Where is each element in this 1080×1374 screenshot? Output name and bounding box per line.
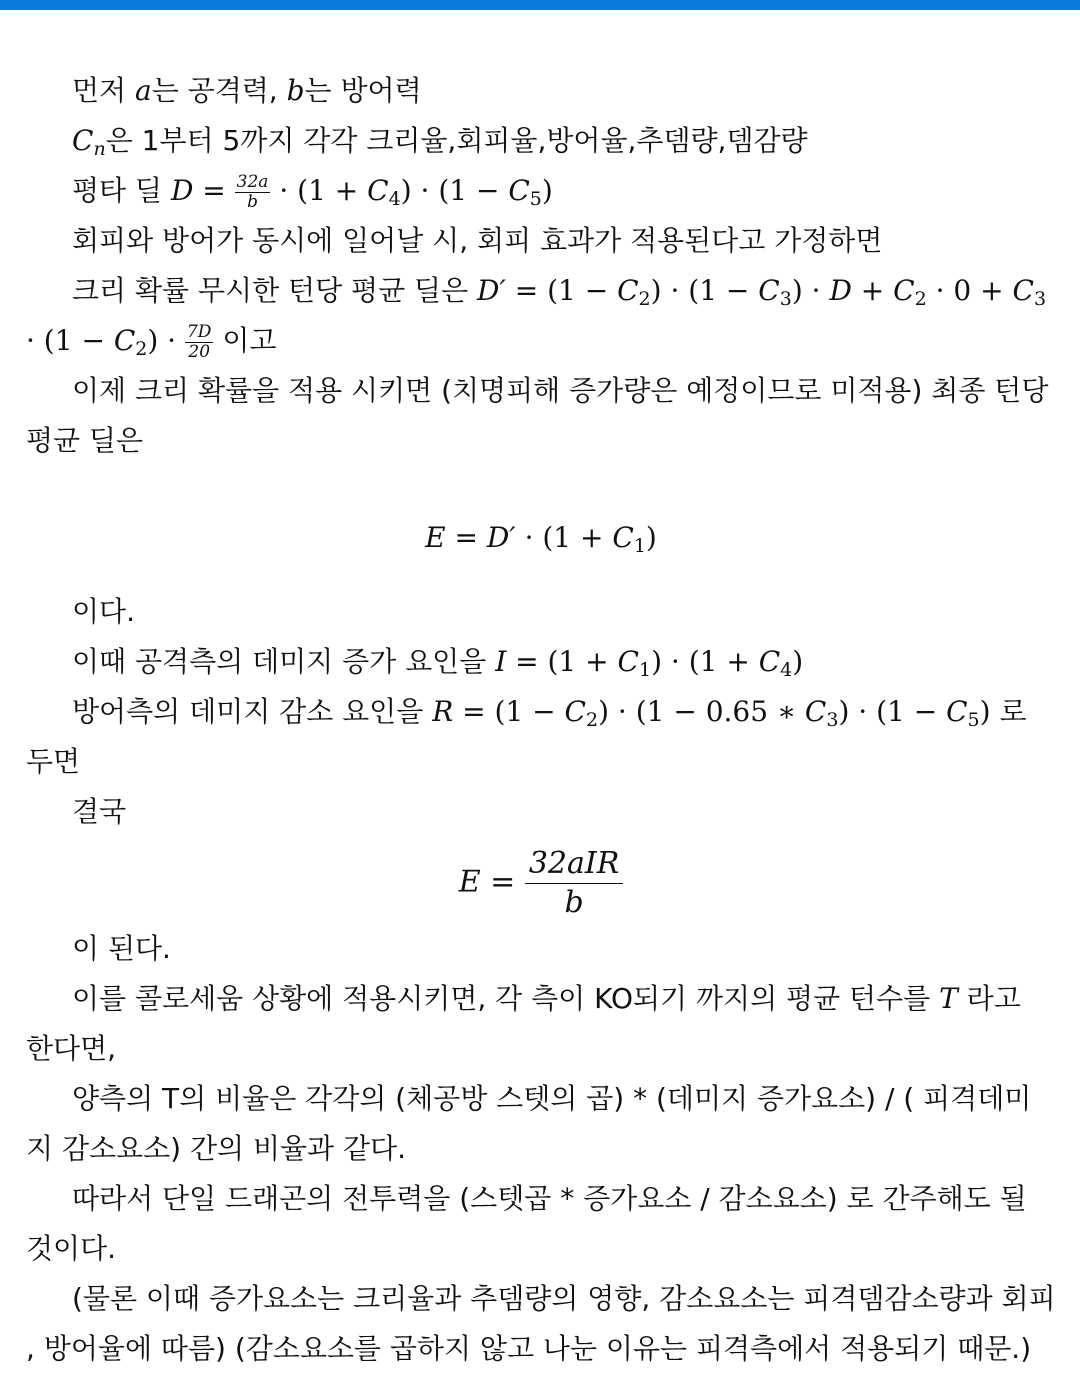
line-colosseum: 이를 콜로세움 상황에 적용시키면, 각 측이 KO되기 까지의 평균 턴수를 T 라고 한다면, — [26, 982, 1021, 1065]
line-combat-power: 따라서 단일 드래곤의 전투력을 (스텟곱 * 증가요소 / 감소요소) 로 간주해도 될 것이다. — [26, 1182, 1027, 1265]
line-note: (물론 이때 증가요소는 크리율과 추뎀량의 영향, 감소요소는 피격뎀감소량과 회피 , 방어율에 따름) (감소요소를 곱하지 않고 나눈 이유는 피격측에서 적용되기 때문.) — [26, 1282, 1056, 1365]
equation-final: E = $\frac{\text{32aIR}}{b}$ — [26, 837, 1056, 924]
line-average-damage: 크리 확률 무시한 턴당 평균 딜은 $D' = (1 - C_2) \cdot (1 - C_3) \cdot D + C_2 \cdot 0 + C_3 \cdot (1 - C_2)$ · $\frac{7D}{20}$ 이고 — [26, 274, 1047, 362]
line-cn-definition: $C_n$은 1부터 5까지 각각 크리율,회피율,방어율,추뎀량,뎀감량 — [72, 124, 808, 160]
line-ida: 이다. — [72, 595, 135, 628]
equation-expected-damage: $E = D' \cdot (1 + C_1)$ — [425, 521, 657, 557]
line-basic-damage: 평타 딜 D = $\frac{32a}{b}$ · $(1 + C_4) \cdot (1 - C_5)$ — [72, 171, 553, 212]
document-body — [26, 66, 1056, 1374]
fraction-32a-over-b: $\frac{32a}{b}$ — [236, 171, 269, 212]
line-variables: 먼저 a는 공격력, b는 방어력 — [72, 74, 422, 107]
line-becomes: 이 된다. — [72, 932, 171, 965]
line-assumption: 회피와 방어가 동시에 일어날 시, 회피 효과가 적용된다고 가정하면 — [72, 224, 883, 257]
line-increase-factor: 이때 공격측의 데미지 증가 요인을 $I = (1 + C_1) \cdot (1 + C_4)$ — [72, 645, 804, 681]
top-accent-bar — [0, 0, 1080, 10]
line-ratio: 양측의 T의 비율은 각각의 (체공방 스텟의 곱) * (데미지 증가요소) / ( 피격데미지 감소요소) 간의 비율과 같다. — [26, 1082, 1032, 1165]
fraction-7d-over-20: $\frac{7D}{20}$ — [186, 321, 212, 362]
line-reduction-factor: 방어측의 데미지 감소 요인을 $R = (1 - C_2) \cdot (1 - 0.65$ ∗ $C_3) \cdot (1 - C_5)$ 로 두면 — [26, 695, 1027, 778]
fraction-32air-over-b: $\frac{\text{32aIR}}{b}$ — [525, 849, 624, 918]
line-crit-apply: 이제 크리 확률을 적용 시키면 (치명피해 증가량은 예정이므로 미적용) 최종 턴당 평균 딜은 — [26, 374, 1049, 457]
line-gyeolguk: 결국 — [72, 795, 127, 828]
